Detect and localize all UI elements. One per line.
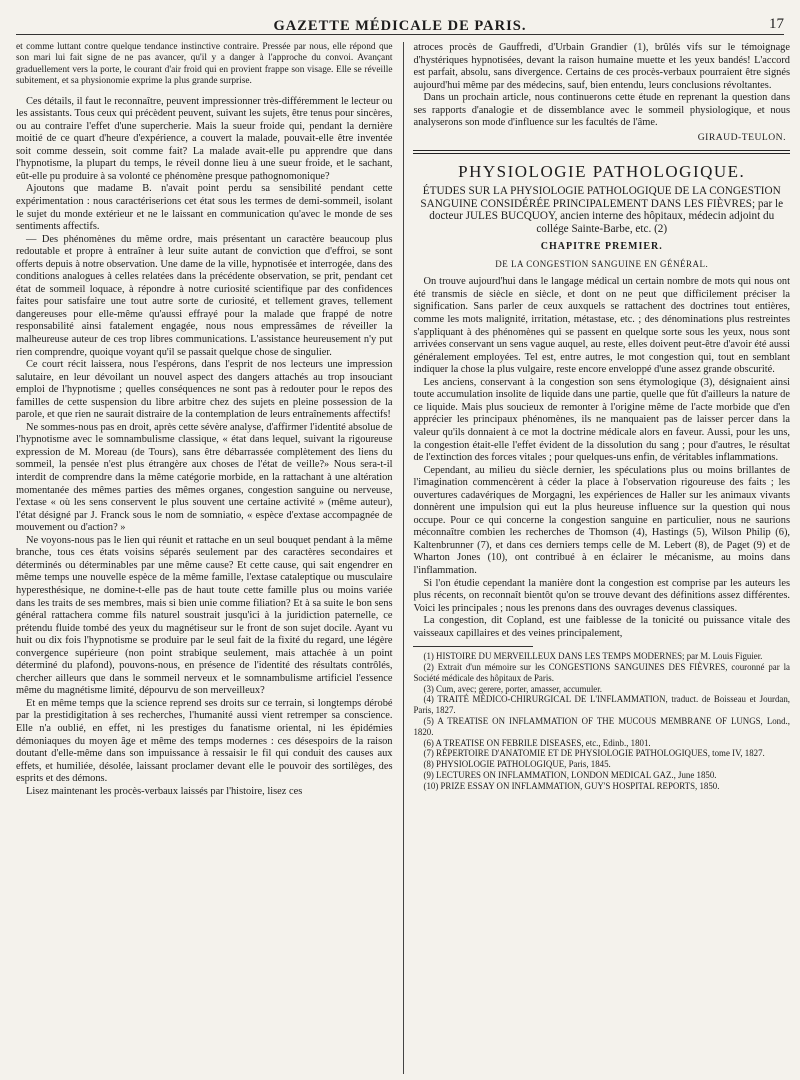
footnote: (1) HISTOIRE DU MERVEILLEUX DANS LES TEMPS MODERNES; par M. Louis Figuier. — [423, 651, 763, 662]
right-paragraph: atroces procès de Gauffredi, d'Urbain Grandier (1), brûlés vifs sur le témoignage d'hystériques hypnotisées, devant la raison humaine muette et les yeux bandés! L'accord est parfait, absolu, sans divergence. Certains de ces procès-verbaux pourraient être signés aujourd'hui même par des médecins, sauf, bien entendu, leurs conclusions révoltantes. — [413, 42, 790, 91]
footnote: (7) RÉPERTOIRE D'ANATOMIE ET DE PHYSIOLOGIE PATHOLOGIQUES, tome IV, 1827. — [423, 748, 765, 759]
chapter-heading: CHAPITRE PREMIER. — [540, 241, 663, 253]
article-paragraph: On trouve aujourd'hui dans le langage médical un certain nombre de mots qui nous ont été transmis de siècle en siècle, et dont on ne peut que difficilement préciser la signification. Sans parler de ceux auxquels se rattachent des doctrines tout entières, comme les mots malignité, irritation, métastase, etc. ; des dénominations plus restreintes s'appliquant à des phénomènes qui se passent en quelque sorte sous les yeux, nous sont arrivées conservant un sens vague auquel, au reste, elles doivent peut-être d'avoir été aussi généralement employées. Tel est, entre autres, le mot congestion qui, tout en semblant indiquer la chose la plus vulgaire, reste encore enveloppé d'une assez grande obscurité. — [413, 276, 790, 376]
footnote: (4) TRAITÉ MÉDICO-CHIRURGICAL DE L'INFLAMMATION, traduct. de Boisseau et Jourdan, Paris, 1827. — [413, 694, 790, 716]
article-paragraph: Si l'on étudie cependant la manière dont la congestion est comprise par les auteurs les plus récents, on reconnaît bientôt qu'on se trouve devant des définitions assez différentes. Voici les principales ; nous les prenons dans des ouvrages devenus classiques. — [413, 577, 790, 614]
section-title: PHYSIOLOGIE PATHOLOGIQUE. — [458, 162, 746, 182]
left-paragraph: — Des phénomènes du même ordre, mais présentant un caractère beaucoup plus redoutable et propre à entraîner à leur suite autant de conviction que d'effroi, se sont offerts depuis à notre observation. Une dame de la ville, hypnotisée et interrogée, dans des conditions analogues à celles relatées dans la précédente observation, se prit, pendant cet état de sommeil loquace, à répondre à notre curiosité scientifique par des confidences faites pour satisfaire une tout autre sorte de curiosité, et tellement graves, tellement dangereuses pour elle-même qu'aussi effrayé pour la malade que frappé de notre responsabilité ainsi fatalement engagée, nous nous empressâmes de réveiller la malheureuse auteur de ces trop libres communications. L'assistance heureusement n'y put rien comprendre, quoique voyant qu'il se passait quelque chose de singulier. — [16, 233, 393, 358]
footnote: (3) Cum, avec; gerere, porter, amasser, accumuler. — [423, 683, 602, 694]
left-paragraph: Lisez maintenant les procès-verbaux laissés par l'histoire, lisez ces — [26, 785, 303, 797]
left-paragraph: Ajoutons que madame B. n'avait point perdu sa sensibilité pendant cette expérimentation : nous caractériserions cet état sous les termes de demi-sommeil, isolant le sujet du monde extérieur et ne le laissant en communication qu'avec le monde de ses sentiments affectifs. — [16, 183, 393, 233]
left-paragraph: Ne sommes-nous pas en droit, après cette sévère analyse, d'affirmer l'identité absolue de l'hypnotisme avec le somnambulisme classique, « état dans lequel, suivant la rigoureuse expression de M. Moreau (de Tours), sans être débarrassée complètement des liens du sommeil, la pensée n'est plus étrangère aux choses de l'état de veille?» Nous sera-t-il interdit de comprendre dans la même catégorie morbide, en la rattachant à une altération momentanée des mêmes parties des mêmes organes, congestion sanguine ou nerveuse, l'extase « où les sens conservent le plus souvent une certaine activité » (même auteur), l'état désigné par J. Franck sous le nom de somniatio, « espèce d'extase accompagnée de mouvement ou d'action? » — [16, 421, 393, 534]
publication-title: GAZETTE MÉDICALE DE PARIS. — [273, 18, 527, 34]
author-signature: GIRAUD-TEULON. — [697, 131, 786, 143]
opening-small-text: et comme luttant contre quelque tendance instinctive contraire. Pressée par nous, elle répond que son mari lui fait signe de ne pas avancer, qu'il y a danger à l'approche du convoi. Avançant graduellement vers la porte, le courant d'air froid qui en provient frappe son visage. Elle se réveille subitement, et sa physionomie exprime la plus grande surprise. — [16, 42, 393, 87]
left-paragraph: Ne voyons-nous pas le lien qui réunit et rattache en un seul bouquet pendant à la même branche, tous ces états voisins séparés seulement par des caractères secondaires et déterminés ou déterminables par une même cause? Et cette cause, qui sait engendrer en même temps une nouvelle espèce de la même famille, l'extase cataleptique ou musculaire hyperesthésique, ne domine-t-elle pas de haut toute cette famille plus ou moins variée dans les traits de ses membres, mais si bien unie comme filiation? Et à sa suite le bon sens général rattachera comme fils naturel soustrait jusqu'ici à la juridiction paternelle, ce prétendu fluide tombé des yeux du magnétiseur sur le front de son sujet docile. Ayant vu huit ou dix fois l'hypnotisme se produire par le seul fait de la fixité du regard, une légère convergence supérieure (non point strabique seulement, mais attachée à un point déterminé du plafond), pouvons-nous, en présence de l'identité des résultats contrôlés, chercher ailleurs que dans le sommeil nerveux et le somnambulisme artificiel l'essence même du magnétisme limité, dépourvu de son merveilleux? — [16, 534, 393, 697]
footnote: (8) PHYSIOLOGIE PATHOLOGIQUE, Paris, 1845. — [423, 759, 611, 770]
page-header — [16, 8, 784, 35]
right-paragraph: Dans un prochain article, nous continuerons cette étude en reprenant la question dans ses rapports d'analogie et de dissemblance avec le sommeil physiologique, et nous analyserons son mode d'influence sur les facultés de l'âme. — [413, 92, 790, 129]
footnote-rule — [413, 646, 533, 647]
footnote: (2) Extrait d'un mémoire sur les CONGESTIONS SANGUINES DES FIÈVRES, couronné par la Société médicale des hôpitaux de Paris. — [413, 662, 790, 683]
footnote: (10) PRIZE ESSAY ON INFLAMMATION, GUY'S HOSPITAL REPORTS, 1850. — [423, 780, 720, 791]
article-paragraph: La congestion, dit Copland, est une faiblesse de la tonicité ou puissance vitale des vaisseaux capillaires et des veines principalement, — [413, 615, 790, 639]
left-paragraph: Ces détails, il faut le reconnaître, peuvent impressionner très-différemment le lecteur ou les assistants. Tous ceux qui précèdent peuvent, suivant les sujets, être tenus pour sincères, ou au contraire l'effet d'une supercherie. Mais la sueur froide qui, pendant la dernière moitié de ce quart d'heure d'expérience, a couvert la malade, pouvait-elle être inventée soit comme dessein, soit comme fait? La malade avait-elle pu apprendre que dans l'hypnotisme, la plupart du temps, le réveil donne lieu à une sueur froide, et le sachant, eût-elle pu produire à sa volonté ce phénomène presque pathognomonique? — [16, 95, 393, 182]
two-column-body — [16, 42, 790, 1074]
chapter-subheading: DE LA CONGESTION SANGUINE EN GÉNÉRAL. — [495, 258, 709, 269]
left-paragraph: Et en même temps que la science reprend ses droits sur ce terrain, si longtemps dérobé par la prestidigitation à ses recherches, l'humanité aussi vient retremper sa conscience. Elle n'a oublié, en effet, ni les prestiges du fanatisme oriental, ni les épidémies démoniaques du moyen âge et même des temps modernes : ces désespoirs de la raison doutant d'elle-même dans son impuissance à ressaisir le fil qui conduit des causes aux effets, et humiliée, désolée, laissant proclamer devant elle le pouvoir des sortilèges, des esprits et des démons. — [16, 697, 393, 785]
article-paragraph: Les anciens, conservant à la congestion son sens étymologique (3), désignaient ainsi toute accumulation insolite de liquide dans une partie, quelle que fût d'ailleurs la nature de ce liquide. Mais plus soucieux de remonter à l'origine même de l'acte morbide que d'en apprécier les principaux phénomènes, ils ne manquaient pas de laisser percer dans la valeur qu'ils donnaient à ce mot la doctrine médicale alors en faveur. Aussi, pour les uns, la congestion était-elle l'effet évident de la dissolution du sang ; pour d'autres, le résultat de l'extinction des forces vitales ; pour quelques-uns enfin, de véritables inflammations. — [413, 376, 790, 464]
left-column — [16, 42, 393, 1074]
section-double-rule — [413, 150, 790, 154]
column-divider — [403, 42, 404, 1074]
article-paragraph: Cependant, au milieu du siècle dernier, les spéculations plus ou moins brillantes de l'imagination commencèrent à céder la place à l'observation rigoureuse des faits ; les ouvertures cadavériques de Morgagni, les expériences de Haller sur les animaux vivants donnèrent une impulsion qui eut la plus heureuse influence sur la question qui nous occupe. Pour ce qui concerne la congestion sanguine en particulier, nous ne saurions méconnaître combien les recherches de Thomson (4), Hastings (5), Wilson Philip (6), Kaltenbrunner (7), et dans ces derniers temps celle de M. Lebert (8), de Paget (9) et de Wharton Jones (10), ont contribué à en éclairer le mécanisme, au moins dans l'inflammation. — [413, 464, 790, 576]
footnotes — [413, 651, 790, 791]
footnote: (6) A TREATISE ON FEBRILE DISEASES, etc., Edinb., 1801. — [423, 737, 651, 748]
footnote: (9) LECTURES ON INFLAMMATION, LONDON MEDICAL GAZ., June 1850. — [423, 770, 717, 781]
footnote: (5) A TREATISE ON INFLAMMATION OF THE MUCOUS MEMBRANE OF LUNGS, Lond., 1820. — [413, 716, 790, 737]
article-subtitle: ÉTUDES SUR LA PHYSIOLOGIE PATHOLOGIQUE DE LA CONGESTION SANGUINE CONSIDÉRÉE PRINCIPALEMENT DANS LES FIÈVRES; par le docteur JULES BUCQUOY, ancien interne des hôpitaux, médecin adjoint du collége Sainte-Barbe, etc. (2) — [420, 184, 784, 235]
right-column — [413, 42, 790, 1074]
page-number: 17 — [769, 16, 784, 32]
left-paragraph: Ce court récit laissera, nous l'espérons, dans l'esprit de nos lecteurs une impression salutaire, en leur dévoilant un nouvel aspect des dangers attachés au trop insouciant emploi de l'hypnotisme ; quelles conséquences ne sont pas à redouter pour le repos des familles de cette suspension du libre arbitre chez des sujets en pleine possession de la parole, et que rien ne saurait distraire de la contemplation de leurs entraînements affectifs! — [16, 359, 393, 421]
